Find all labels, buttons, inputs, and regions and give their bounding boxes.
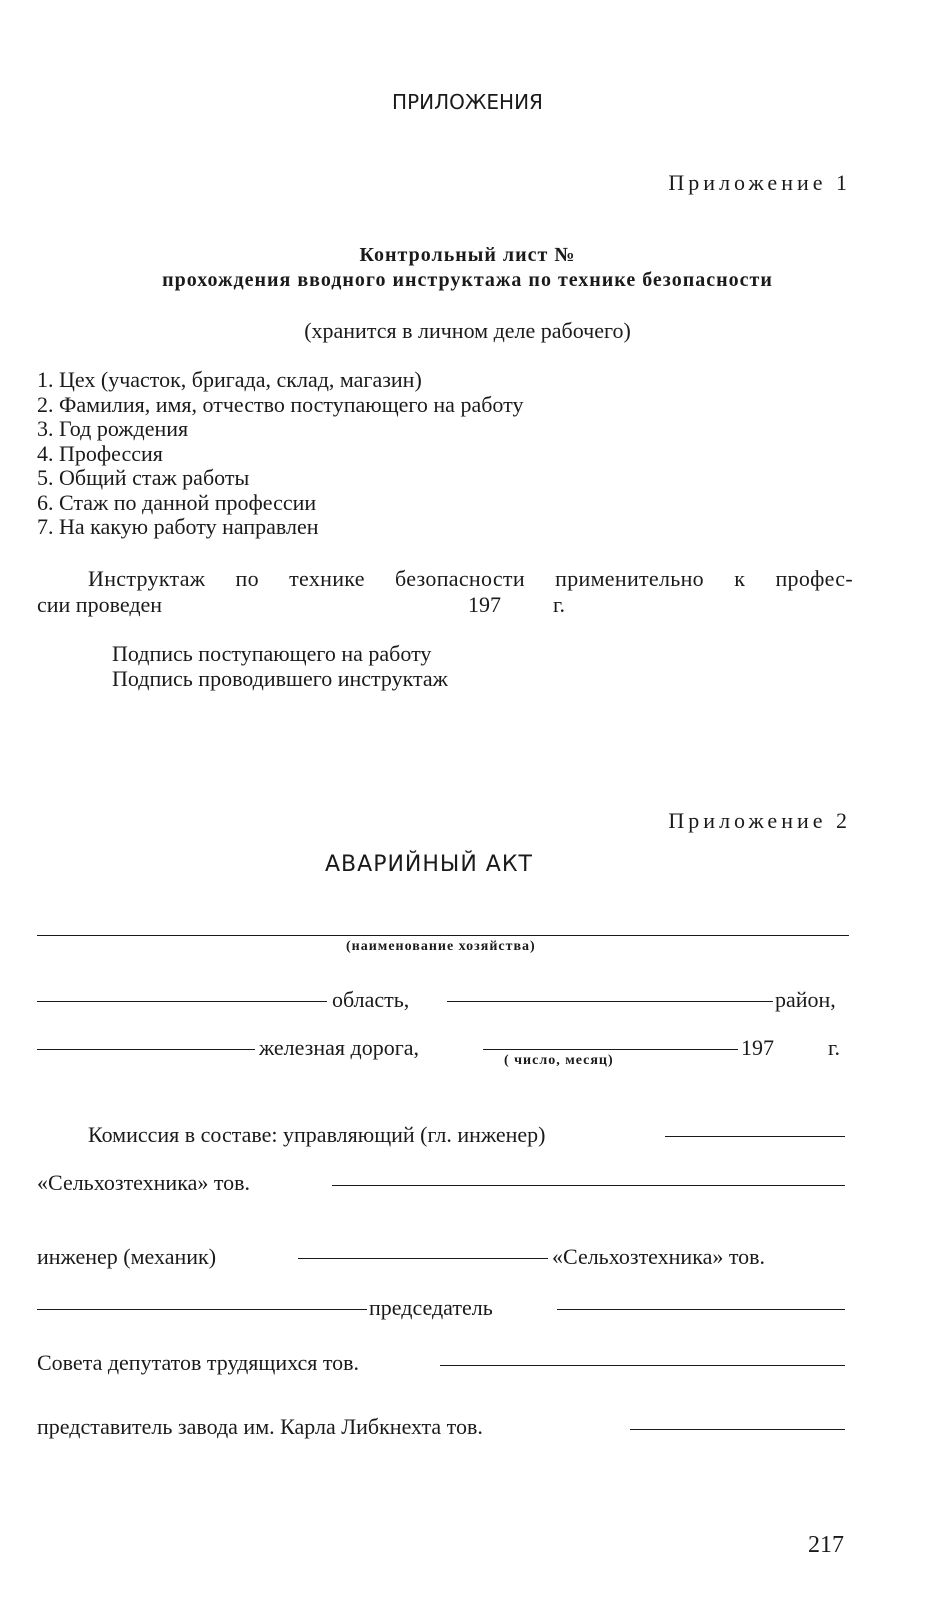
engineer-label: инженер (механик) [37, 1244, 217, 1269]
checklist-title: Контрольный лист № [359, 244, 576, 266]
selkhoztekhnika-comrade2-label: «Сельхозтехника» тов. [552, 1244, 766, 1269]
act-year: 197 [741, 1035, 774, 1060]
list-item: 4. Профессия [37, 440, 163, 466]
checklist-subtitle: прохождения вводного инструктажа по технике безопасности [162, 269, 773, 291]
district-line [447, 1001, 773, 1002]
region-line [37, 1001, 327, 1002]
accident-act-title: АВАРИЙНЫЙ АКТ [325, 852, 533, 877]
signature-instructor: Подпись проводившего инструктаж [112, 666, 448, 691]
checklist-note: (хранится в личном деле рабочего) [304, 318, 631, 343]
plant-rep-line [630, 1429, 845, 1430]
farm-name-caption: (наименование хозяйства) [346, 939, 536, 954]
engineer-line [298, 1258, 548, 1259]
railway-line [37, 1049, 255, 1050]
section-title: ПРИЛОЖЕНИЯ [392, 90, 543, 114]
chairman-name-line [37, 1309, 367, 1310]
instruction-year: 197 [468, 592, 501, 617]
selkhoztekhnika-comrade-label: «Сельхозтехника» тов. [37, 1170, 251, 1195]
plant-rep-label: представитель завода им. Карла Либкнехта тов. [37, 1414, 483, 1439]
council-label: Совета депутатов трудящихся тов. [37, 1350, 360, 1375]
instruction-year-suffix: г. [553, 592, 566, 617]
council-line [440, 1365, 845, 1366]
selkhoztekhnika-comrade-line [332, 1185, 845, 1186]
appendix-1-label: Приложение 1 [668, 170, 851, 195]
commission-label: Комиссия в составе: управляющий (гл. инженер) [88, 1122, 546, 1147]
appendix-2-label: Приложение 2 [668, 808, 851, 833]
railway-label: железная дорога, [259, 1035, 420, 1060]
date-line [483, 1049, 738, 1050]
farm-name-line [37, 935, 849, 936]
signature-newcomer: Подпись поступающего на работу [112, 641, 432, 666]
region-label: область, [332, 987, 410, 1012]
district-label: район, [775, 987, 836, 1012]
date-caption: ( число, месяц) [504, 1053, 614, 1068]
list-item: 7. На какую работу направлен [37, 514, 319, 539]
instruction-paragraph-line1: Инструктаж по технике безопасности применительно к профес- [88, 566, 853, 591]
checklist-items [37, 368, 523, 540]
act-year-suffix: г. [828, 1035, 841, 1060]
list-item: 3. Год рождения [37, 416, 189, 441]
page-number: 217 [808, 1532, 844, 1558]
list-item: 2. Фамилия, имя, отчество поступающего на работу [37, 391, 524, 417]
instruction-paragraph-line2: сии проведен [37, 592, 163, 617]
chairman-comrade-line [557, 1309, 845, 1310]
list-item: 6. Стаж по данной профессии [37, 489, 317, 515]
list-item: 1. Цех (участок, бригада, склад, магазин) [37, 367, 422, 392]
chairman-label: председатель [369, 1295, 493, 1320]
manager-line [665, 1136, 845, 1137]
list-item: 5. Общий стаж работы [37, 465, 250, 490]
